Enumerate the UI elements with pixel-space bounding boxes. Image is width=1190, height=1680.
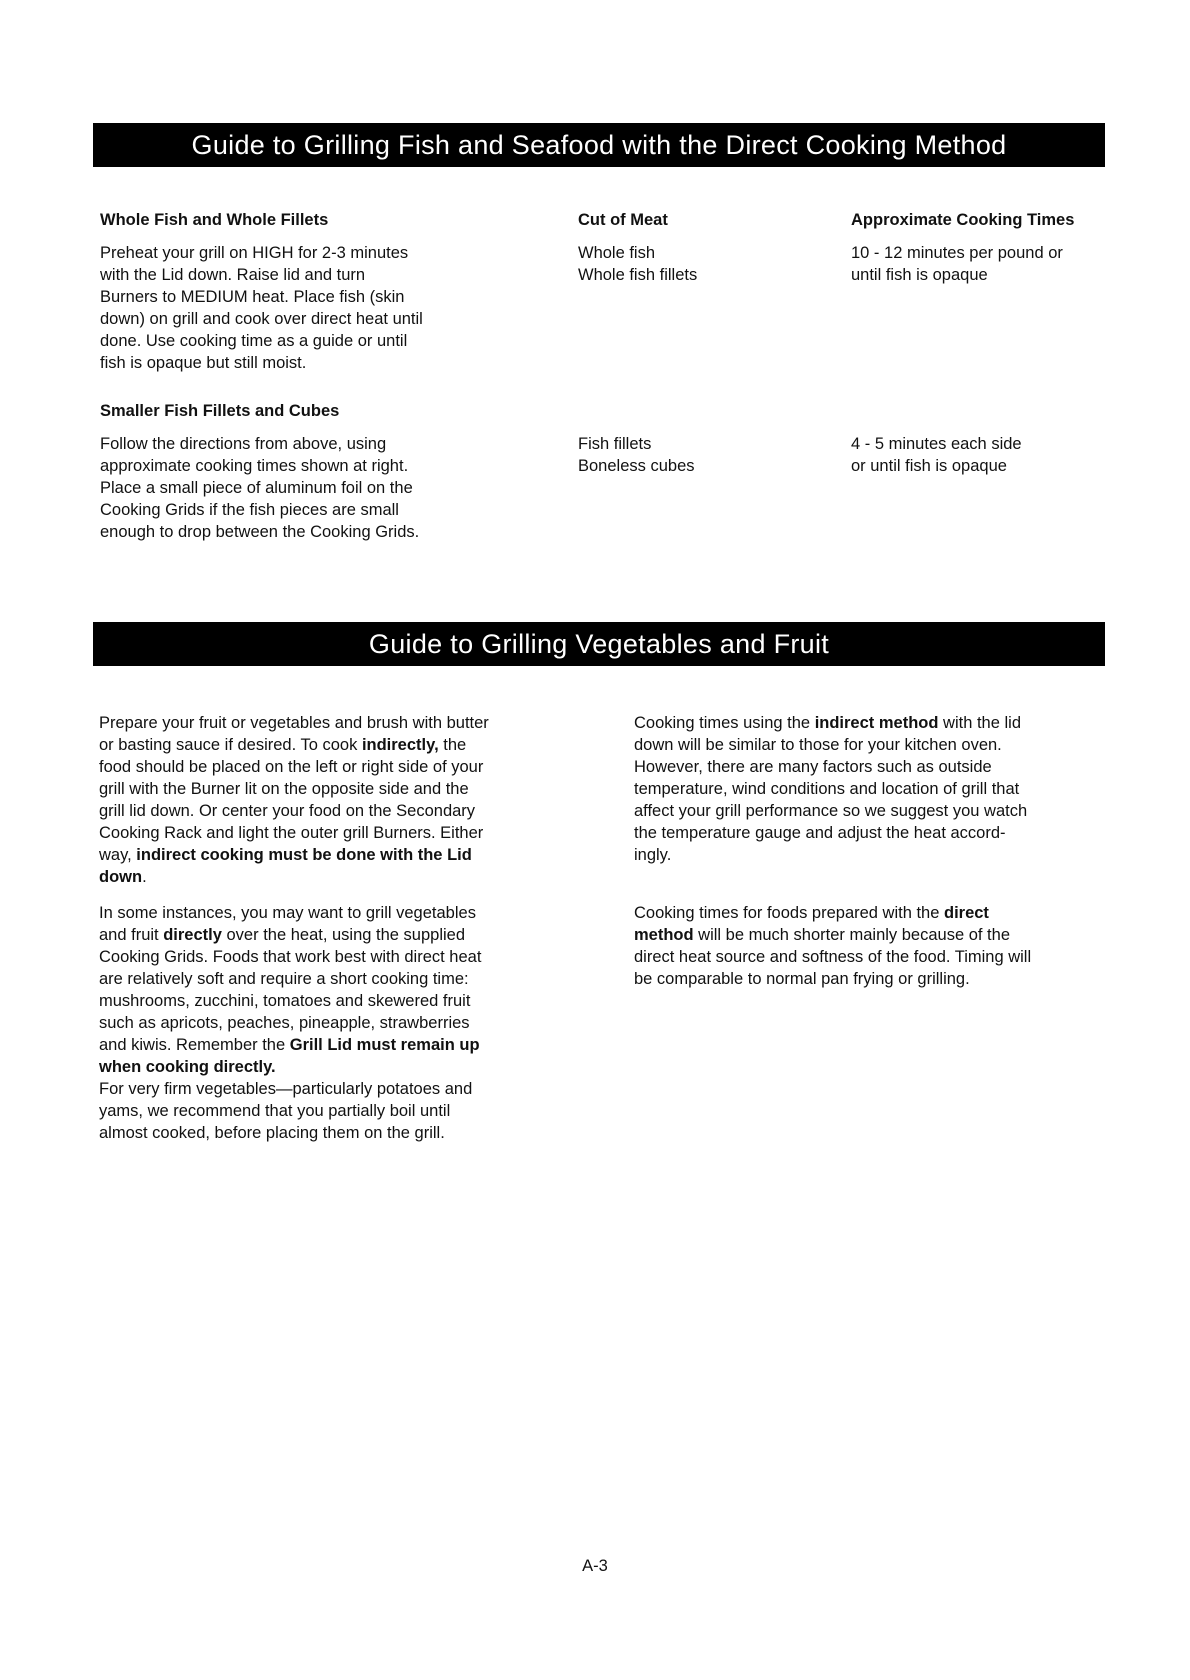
cut-of-meat-heading: Cut of Meat [578,211,668,229]
text-line: Place a small piece of aluminum foil on the [100,479,413,497]
small-fish-instructions [100,433,419,543]
text-line: method will be much shorter mainly because of the [634,926,1010,944]
text-line: grill with the Burner lit on the opposite side and the [99,780,469,798]
vegetables-guide-banner: Guide to Grilling Vegetables and Fruit [93,622,1105,666]
text-line: and fruit directly over the heat, using the supplied [99,926,466,944]
text-line: or basting sauce if desired. To cook indirectly, the [99,736,467,754]
text-line: fish is opaque but still moist. [100,354,307,372]
text-line: Burners to MEDIUM heat. Place fish (skin [100,288,405,306]
cut-item: Whole fish [578,244,656,262]
fish-guide-banner: Guide to Grilling Fish and Seafood with the Direct Cooking Method [93,123,1105,167]
text-line: down) on grill and cook over direct heat until [100,310,423,328]
text-line: Cooking Grids if the fish pieces are small [100,501,399,519]
bold-text: Grill Lid must remain up [289,1036,480,1054]
text-line: enough to drop between the Cooking Grids. [100,523,420,541]
bold-text: method [634,926,694,944]
bold-text: when cooking directly. [99,1058,276,1076]
text-line: For very firm vegetables—particularly potatoes and [99,1080,473,1098]
text-line: yams, we recommend that you partially boil until [99,1102,451,1120]
bold-text: indirect cooking must be done with the Lid [136,846,472,864]
text-line: the temperature gauge and adjust the heat accord- [634,824,1006,842]
cut-item: Boneless cubes [578,457,695,475]
bold-text: indirect method [814,714,939,732]
bold-text: directly [163,926,222,944]
text-line: mushrooms, zucchini, tomatoes and skewered fruit [99,992,471,1010]
text-line: done. Use cooking time as a guide or until [100,332,408,350]
bold-text: indirectly, [361,736,439,754]
bold-text: direct [944,904,989,922]
text-line [99,1056,481,1078]
veg-right-paragraph-2 [634,902,1031,990]
text-line: Prepare your fruit or vegetables and brush with butter [99,714,489,732]
text-line: Follow the directions from above, using [100,435,387,453]
veg-right-paragraph-1 [634,712,1027,866]
text-line: down will be similar to those for your kitchen oven. [634,736,1002,754]
text-line: temperature, wind conditions and location of grill that [634,780,1020,798]
text-line: In some instances, you may want to grill vegetables [99,904,476,922]
whole-fish-heading: Whole Fish and Whole Fillets [100,211,329,229]
text-line: such as apricots, peaches, pineapple, strawberries [99,1014,470,1032]
text-line: be comparable to normal pan frying or grilling. [634,970,970,988]
time-line: until fish is opaque [851,266,988,284]
text-line: direct heat source and softness of the food. Timing will [634,948,1032,966]
veg-left-paragraph-2 [99,902,481,1144]
whole-fish-instructions [100,242,423,374]
text-line: way, indirect cooking must be done with the Lid [99,846,472,864]
cut-item: Whole fish fillets [578,266,698,284]
cooking-times-heading: Approximate Cooking Times [851,211,1075,229]
small-fish-cuts [578,433,695,477]
text-line: grill lid down. Or center your food on the Secondary [99,802,476,820]
small-fish-times [851,433,1022,477]
text-line: down. [99,868,147,886]
whole-fish-times [851,242,1063,286]
veg-left-paragraph-1 [99,712,489,888]
text-line: affect your grill performance so we suggest you watch [634,802,1028,820]
bold-text: down [99,868,143,886]
text-line: are relatively soft and require a short cooking time: [99,970,469,988]
text-line: with the Lid down. Raise lid and turn [100,266,366,284]
text-line: Cooking Grids. Foods that work best with direct heat [99,948,482,966]
text-line: ingly. [634,846,672,864]
time-line: 4 - 5 minutes each side [851,435,1022,453]
text-line: and kiwis. Remember the Grill Lid must remain up [99,1036,480,1054]
text-line: Cooking times for foods prepared with the direct [634,904,989,922]
page-number: A-3 [582,1557,608,1575]
time-line: 10 - 12 minutes per pound or [851,244,1063,262]
text-line: food should be placed on the left or right side of your [99,758,484,776]
text-line: Preheat your grill on HIGH for 2-3 minutes [100,244,409,262]
text-line: However, there are many factors such as outside [634,758,992,776]
text-line: approximate cooking times shown at right. [100,457,409,475]
cut-item: Fish fillets [578,435,652,453]
text-line: Cooking Rack and light the outer grill Burners. Either [99,824,484,842]
whole-fish-cuts [578,242,697,286]
small-fish-heading: Smaller Fish Fillets and Cubes [100,402,340,420]
text-line: Cooking times using the indirect method with the lid [634,714,1021,732]
text-line: almost cooked, before placing them on the grill. [99,1124,445,1142]
time-line: or until fish is opaque [851,457,1007,475]
